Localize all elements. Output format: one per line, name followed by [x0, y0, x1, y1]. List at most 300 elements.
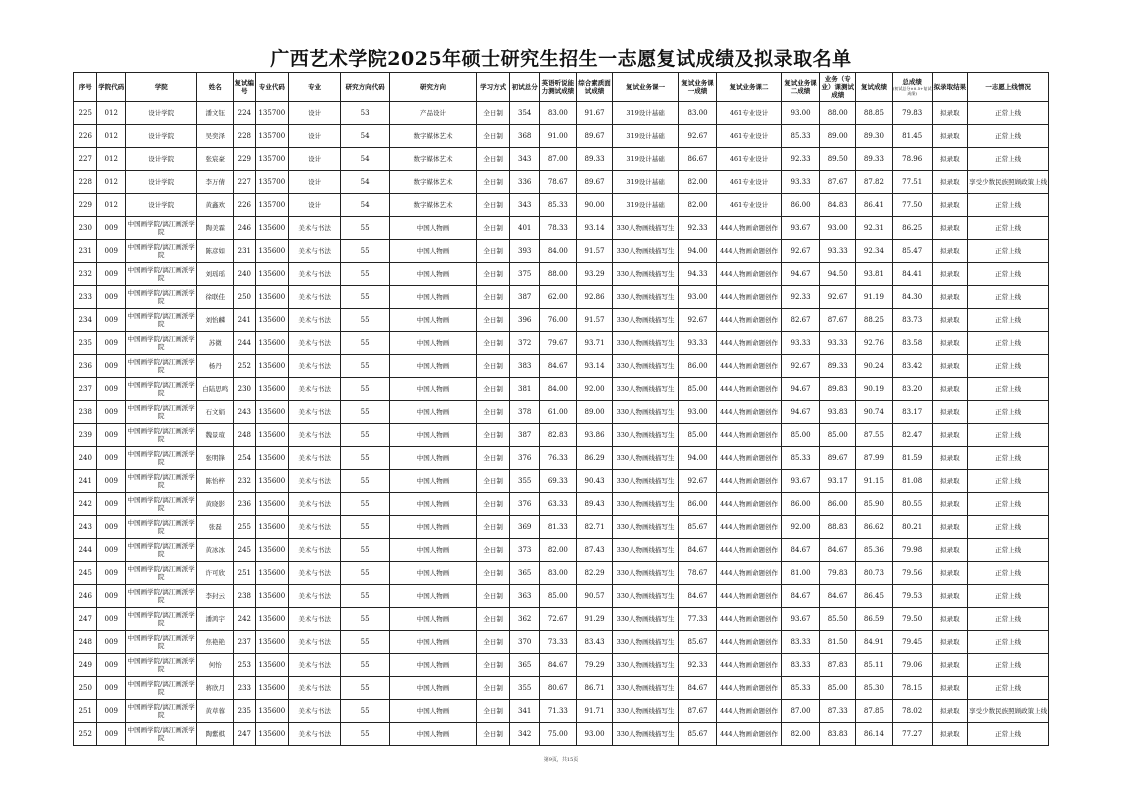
header-cell: 复试业务课一 [613, 73, 678, 102]
cell-course2-score: 93.67 [781, 608, 820, 631]
cell-direction: 中国人物画 [390, 493, 477, 516]
cell-professional-score: 87.33 [820, 700, 856, 723]
cell-direction-code: 55 [341, 378, 390, 401]
cell-college-code: 009 [97, 286, 126, 309]
cell-english-score: 83.00 [539, 562, 576, 585]
cell-interview-score: 89.43 [576, 493, 613, 516]
cell-admission-result: 拟录取 [932, 171, 968, 194]
cell-direction-code: 55 [341, 654, 390, 677]
cell-course1-score: 92.67 [678, 309, 717, 332]
cell-direction: 中国人物画 [390, 401, 477, 424]
cell-seq: 227 [74, 148, 97, 171]
header-cell: 学习方式 [476, 73, 510, 102]
cell-course2-score: 82.67 [781, 309, 820, 332]
cell-total-score: 81.08 [892, 470, 932, 493]
cell-initial-total: 362 [510, 608, 540, 631]
cell-professional-score: 81.50 [820, 631, 856, 654]
cell-first-choice-status: 正常上线 [968, 309, 1049, 332]
table-row [74, 562, 1049, 585]
cell-major-code: 135600 [255, 309, 289, 332]
cell-first-choice-status: 正常上线 [968, 125, 1049, 148]
cell-major-code: 135600 [255, 424, 289, 447]
cell-first-choice-status: 正常上线 [968, 723, 1049, 746]
cell-admission-result: 拟录取 [932, 102, 968, 125]
cell-retest-score: 90.19 [856, 378, 893, 401]
cell-college-code: 009 [97, 470, 126, 493]
cell-retest-score: 92.76 [856, 332, 893, 355]
cell-college: 中国画学院/漓江画派学院 [126, 263, 197, 286]
cell-retest-score: 85.36 [856, 539, 893, 562]
cell-direction: 中国人物画 [390, 585, 477, 608]
cell-english-score: 88.00 [539, 263, 576, 286]
cell-retest-score: 91.19 [856, 286, 893, 309]
header-cell: 复试业务课二成绩 [781, 73, 820, 102]
cell-course1-score: 92.33 [678, 654, 717, 677]
cell-college: 中国画学院/漓江画派学院 [126, 447, 197, 470]
cell-college: 中国画学院/漓江画派学院 [126, 677, 197, 700]
cell-major: 设计 [289, 102, 341, 125]
cell-professional-score: 93.33 [820, 240, 856, 263]
cell-total-score: 79.53 [892, 585, 932, 608]
cell-course1-score: 86.00 [678, 355, 717, 378]
cell-initial-total: 369 [510, 516, 540, 539]
cell-retest-score: 87.82 [856, 171, 893, 194]
cell-seq: 232 [74, 263, 97, 286]
cell-major-code: 135600 [255, 355, 289, 378]
cell-first-choice-status: 正常上线 [968, 654, 1049, 677]
cell-course1: 330人物画线描写生 [613, 355, 678, 378]
cell-admission-result: 拟录取 [932, 654, 968, 677]
cell-college-code: 012 [97, 148, 126, 171]
cell-direction-code: 55 [341, 585, 390, 608]
cell-major: 美术与书法 [289, 631, 341, 654]
cell-professional-score: 85.50 [820, 608, 856, 631]
cell-course2-score: 85.33 [781, 125, 820, 148]
cell-direction: 数字媒体艺术 [390, 194, 477, 217]
cell-course2-score: 83.33 [781, 631, 820, 654]
cell-direction-code: 55 [341, 263, 390, 286]
cell-seq: 230 [74, 217, 97, 240]
cell-course2: 461专业设计 [717, 125, 781, 148]
cell-major: 美术与书法 [289, 723, 341, 746]
cell-first-choice-status: 正常上线 [968, 493, 1049, 516]
cell-direction-code: 55 [341, 217, 390, 240]
cell-name: 徐联佳 [197, 286, 234, 309]
cell-direction: 中国人物画 [390, 516, 477, 539]
cell-initial-total: 375 [510, 263, 540, 286]
cell-initial-total: 368 [510, 125, 540, 148]
cell-initial-total: 401 [510, 217, 540, 240]
cell-seq: 229 [74, 194, 97, 217]
cell-seq: 233 [74, 286, 97, 309]
table-row [74, 355, 1049, 378]
cell-first-choice-status: 正常上线 [968, 148, 1049, 171]
cell-seq: 246 [74, 585, 97, 608]
cell-initial-total: 336 [510, 171, 540, 194]
cell-course1: 319设计基础 [613, 171, 678, 194]
cell-major-code: 135600 [255, 447, 289, 470]
cell-course2-score: 93.33 [781, 332, 820, 355]
cell-course2-score: 92.00 [781, 516, 820, 539]
cell-course2: 461专业设计 [717, 102, 781, 125]
table-row [74, 447, 1049, 470]
cell-course2-score: 92.67 [781, 240, 820, 263]
cell-english-score: 78.67 [539, 171, 576, 194]
cell-first-choice-status: 正常上线 [968, 470, 1049, 493]
cell-professional-score: 89.00 [820, 125, 856, 148]
cell-total-score: 83.73 [892, 309, 932, 332]
table-row [74, 148, 1049, 171]
cell-retest-score: 86.14 [856, 723, 893, 746]
cell-study-mode: 全日制 [476, 470, 510, 493]
cell-major-code: 135600 [255, 562, 289, 585]
cell-college-code: 009 [97, 539, 126, 562]
cell-interview-score: 91.71 [576, 700, 613, 723]
cell-professional-score: 85.00 [820, 424, 856, 447]
cell-course2: 461专业设计 [717, 194, 781, 217]
cell-name: 杨丹 [197, 355, 234, 378]
cell-college-code: 012 [97, 171, 126, 194]
cell-english-score: 75.00 [539, 723, 576, 746]
cell-course2-score: 82.00 [781, 723, 820, 746]
header-cell: 专业代码 [255, 73, 289, 102]
cell-english-score: 69.33 [539, 470, 576, 493]
cell-retest-no: 250 [234, 286, 255, 309]
cell-first-choice-status: 正常上线 [968, 194, 1049, 217]
table-row [74, 539, 1049, 562]
cell-course1-score: 92.33 [678, 217, 717, 240]
header-row [74, 73, 1049, 102]
cell-english-score: 63.33 [539, 493, 576, 516]
cell-retest-score: 87.85 [856, 700, 893, 723]
cell-interview-score: 82.29 [576, 562, 613, 585]
cell-professional-score: 94.50 [820, 263, 856, 286]
cell-college-code: 009 [97, 723, 126, 746]
cell-course1-score: 84.67 [678, 585, 717, 608]
cell-course1-score: 92.67 [678, 470, 717, 493]
cell-college: 中国画学院/漓江画派学院 [126, 286, 197, 309]
cell-retest-score: 92.34 [856, 240, 893, 263]
cell-first-choice-status: 正常上线 [968, 608, 1049, 631]
cell-direction: 产品设计 [390, 102, 477, 125]
cell-major: 美术与书法 [289, 378, 341, 401]
cell-direction-code: 55 [341, 355, 390, 378]
table-row [74, 654, 1049, 677]
cell-course2: 444人物画命题创作 [717, 562, 781, 585]
cell-major-code: 135600 [255, 240, 289, 263]
cell-major-code: 135700 [255, 125, 289, 148]
cell-total-score: 83.17 [892, 401, 932, 424]
cell-college: 中国画学院/漓江画派学院 [126, 608, 197, 631]
cell-initial-total: 365 [510, 562, 540, 585]
cell-professional-score: 87.67 [820, 171, 856, 194]
cell-initial-total: 376 [510, 493, 540, 516]
cell-study-mode: 全日制 [476, 631, 510, 654]
cell-course1: 330人物画线描写生 [613, 562, 678, 585]
cell-major: 美术与书法 [289, 654, 341, 677]
cell-retest-score: 86.62 [856, 516, 893, 539]
cell-total-score: 79.45 [892, 631, 932, 654]
cell-first-choice-status: 正常上线 [968, 102, 1049, 125]
table-row [74, 263, 1049, 286]
cell-total-score: 83.42 [892, 355, 932, 378]
table-row [74, 608, 1049, 631]
cell-english-score: 61.00 [539, 401, 576, 424]
cell-total-score: 79.98 [892, 539, 932, 562]
cell-college: 中国画学院/漓江画派学院 [126, 585, 197, 608]
cell-course1: 330人物画线描写生 [613, 654, 678, 677]
cell-college-code: 012 [97, 102, 126, 125]
cell-course2: 444人物画命题创作 [717, 332, 781, 355]
cell-course2-score: 93.00 [781, 102, 820, 125]
cell-direction: 中国人物画 [390, 562, 477, 585]
cell-direction-code: 55 [341, 332, 390, 355]
cell-admission-result: 拟录取 [932, 700, 968, 723]
table-row [74, 516, 1049, 539]
cell-major: 美术与书法 [289, 470, 341, 493]
cell-course1-score: 78.67 [678, 562, 717, 585]
cell-initial-total: 370 [510, 631, 540, 654]
cell-course1: 330人物画线描写生 [613, 493, 678, 516]
cell-direction-code: 55 [341, 240, 390, 263]
cell-interview-score: 89.00 [576, 401, 613, 424]
cell-english-score: 85.00 [539, 585, 576, 608]
cell-college: 中国画学院/漓江画派学院 [126, 700, 197, 723]
cell-retest-score: 86.45 [856, 585, 893, 608]
cell-college-code: 009 [97, 700, 126, 723]
cell-name: 白陆思鸣 [197, 378, 234, 401]
cell-total-score: 79.56 [892, 562, 932, 585]
cell-first-choice-status: 正常上线 [968, 355, 1049, 378]
cell-total-score: 79.06 [892, 654, 932, 677]
cell-study-mode: 全日制 [476, 723, 510, 746]
cell-retest-no: 254 [234, 447, 255, 470]
cell-initial-total: 376 [510, 447, 540, 470]
cell-interview-score: 86.29 [576, 447, 613, 470]
cell-retest-no: 247 [234, 723, 255, 746]
cell-first-choice-status: 享受少数民族照顾政策上线 [968, 700, 1049, 723]
cell-name: 许可欣 [197, 562, 234, 585]
header-cell: 学院 [126, 73, 197, 102]
cell-course2: 444人物画命题创作 [717, 447, 781, 470]
cell-retest-score: 85.11 [856, 654, 893, 677]
cell-major: 美术与书法 [289, 516, 341, 539]
cell-direction-code: 55 [341, 516, 390, 539]
cell-course2-score: 92.33 [781, 148, 820, 171]
cell-study-mode: 全日制 [476, 516, 510, 539]
cell-interview-score: 93.00 [576, 723, 613, 746]
cell-direction-code: 55 [341, 447, 390, 470]
cell-study-mode: 全日制 [476, 401, 510, 424]
cell-major-code: 135700 [255, 171, 289, 194]
cell-retest-no: 243 [234, 401, 255, 424]
cell-college-code: 009 [97, 585, 126, 608]
cell-college-code: 009 [97, 332, 126, 355]
cell-college: 中国画学院/漓江画派学院 [126, 332, 197, 355]
cell-course1-score: 82.00 [678, 194, 717, 217]
cell-course1: 330人物画线描写生 [613, 286, 678, 309]
cell-major: 美术与书法 [289, 263, 341, 286]
cell-seq: 247 [74, 608, 97, 631]
cell-retest-no: 248 [234, 424, 255, 447]
cell-major: 设计 [289, 171, 341, 194]
cell-course1: 330人物画线描写生 [613, 240, 678, 263]
cell-retest-no: 246 [234, 217, 255, 240]
admission-table [73, 72, 1049, 746]
cell-college-code: 009 [97, 516, 126, 539]
header-cell: 专业 [289, 73, 341, 102]
cell-total-score: 83.20 [892, 378, 932, 401]
cell-study-mode: 全日制 [476, 562, 510, 585]
cell-course2-score: 92.33 [781, 286, 820, 309]
cell-english-score: 82.83 [539, 424, 576, 447]
cell-initial-total: 355 [510, 677, 540, 700]
cell-first-choice-status: 正常上线 [968, 631, 1049, 654]
cell-professional-score: 84.67 [820, 585, 856, 608]
cell-first-choice-status: 正常上线 [968, 378, 1049, 401]
cell-course1: 330人物画线描写生 [613, 539, 678, 562]
cell-total-score: 78.15 [892, 677, 932, 700]
cell-course1-score: 84.67 [678, 539, 717, 562]
cell-interview-score: 79.29 [576, 654, 613, 677]
cell-course2: 444人物画命题创作 [717, 631, 781, 654]
cell-professional-score: 89.67 [820, 447, 856, 470]
table-row [74, 401, 1049, 424]
header-cell-total [892, 73, 932, 102]
cell-study-mode: 全日制 [476, 217, 510, 240]
cell-direction-code: 55 [341, 286, 390, 309]
table-row [74, 723, 1049, 746]
cell-english-score: 76.00 [539, 309, 576, 332]
cell-study-mode: 全日制 [476, 263, 510, 286]
cell-college: 设计学院 [126, 194, 197, 217]
cell-study-mode: 全日制 [476, 102, 510, 125]
cell-seq: 231 [74, 240, 97, 263]
cell-retest-no: 236 [234, 493, 255, 516]
cell-seq: 226 [74, 125, 97, 148]
cell-study-mode: 全日制 [476, 493, 510, 516]
cell-major-code: 135700 [255, 102, 289, 125]
cell-admission-result: 拟录取 [932, 470, 968, 493]
cell-major: 美术与书法 [289, 447, 341, 470]
cell-total-score: 80.21 [892, 516, 932, 539]
cell-course2: 444人物画命题创作 [717, 355, 781, 378]
cell-major: 美术与书法 [289, 677, 341, 700]
cell-course1: 330人物画线描写生 [613, 677, 678, 700]
cell-name: 黄晓影 [197, 493, 234, 516]
header-cell: 英语听说能力测试成绩 [539, 73, 576, 102]
cell-college-code: 009 [97, 424, 126, 447]
cell-course2-score: 83.33 [781, 654, 820, 677]
cell-retest-no: 231 [234, 240, 255, 263]
cell-name: 潘文钰 [197, 102, 234, 125]
cell-course2-score: 86.00 [781, 493, 820, 516]
cell-course1: 330人物画线描写生 [613, 263, 678, 286]
cell-total-score: 85.47 [892, 240, 932, 263]
cell-direction-code: 55 [341, 562, 390, 585]
table-row [74, 102, 1049, 125]
cell-retest-no: 232 [234, 470, 255, 493]
cell-retest-no: 252 [234, 355, 255, 378]
cell-major: 美术与书法 [289, 240, 341, 263]
cell-retest-no: 245 [234, 539, 255, 562]
header-cell: 综合素质面试成绩 [576, 73, 613, 102]
cell-initial-total: 355 [510, 470, 540, 493]
header-cell: 序号 [74, 73, 97, 102]
header-cell: 一志愿上线情况 [968, 73, 1049, 102]
cell-course1: 330人物画线描写生 [613, 401, 678, 424]
table-row [74, 378, 1049, 401]
cell-college-code: 009 [97, 608, 126, 631]
cell-major: 美术与书法 [289, 539, 341, 562]
cell-admission-result: 拟录取 [932, 585, 968, 608]
cell-major-code: 135600 [255, 493, 289, 516]
cell-initial-total: 383 [510, 355, 540, 378]
cell-retest-score: 85.30 [856, 677, 893, 700]
cell-course1: 330人物画线描写生 [613, 723, 678, 746]
cell-direction: 中国人物画 [390, 240, 477, 263]
cell-study-mode: 全日制 [476, 148, 510, 171]
cell-major-code: 135600 [255, 723, 289, 746]
cell-course1: 330人物画线描写生 [613, 217, 678, 240]
cell-retest-no: 244 [234, 332, 255, 355]
cell-english-score: 82.00 [539, 539, 576, 562]
cell-first-choice-status: 正常上线 [968, 217, 1049, 240]
cell-college: 设计学院 [126, 102, 197, 125]
cell-direction: 中国人物画 [390, 309, 477, 332]
cell-name: 潘鸿宇 [197, 608, 234, 631]
cell-course1: 330人物画线描写生 [613, 332, 678, 355]
cell-seq: 228 [74, 171, 97, 194]
cell-course2-score: 92.67 [781, 355, 820, 378]
cell-interview-score: 92.00 [576, 378, 613, 401]
cell-english-score: 81.33 [539, 516, 576, 539]
cell-study-mode: 全日制 [476, 378, 510, 401]
cell-major: 美术与书法 [289, 355, 341, 378]
cell-direction-code: 54 [341, 171, 390, 194]
cell-college: 设计学院 [126, 125, 197, 148]
cell-seq: 238 [74, 401, 97, 424]
cell-total-score: 77.51 [892, 171, 932, 194]
total-score-label: 总成绩 [902, 78, 922, 86]
cell-retest-no: 226 [234, 194, 255, 217]
table-row [74, 677, 1049, 700]
cell-total-score: 86.25 [892, 217, 932, 240]
cell-course2: 444人物画命题创作 [717, 723, 781, 746]
cell-major: 美术与书法 [289, 608, 341, 631]
table-row [74, 217, 1049, 240]
cell-course1: 330人物画线描写生 [613, 608, 678, 631]
cell-direction-code: 55 [341, 493, 390, 516]
cell-course2-score: 93.67 [781, 470, 820, 493]
cell-interview-score: 91.67 [576, 102, 613, 125]
cell-first-choice-status: 正常上线 [968, 677, 1049, 700]
cell-professional-score: 79.83 [820, 562, 856, 585]
cell-direction: 中国人物画 [390, 723, 477, 746]
cell-direction-code: 55 [341, 539, 390, 562]
cell-college-code: 009 [97, 240, 126, 263]
cell-english-score: 84.00 [539, 378, 576, 401]
cell-course1-score: 85.67 [678, 516, 717, 539]
cell-retest-no: 237 [234, 631, 255, 654]
cell-retest-score: 92.31 [856, 217, 893, 240]
cell-course1-score: 85.00 [678, 424, 717, 447]
cell-direction-code: 55 [341, 424, 390, 447]
cell-interview-score: 83.43 [576, 631, 613, 654]
cell-major-code: 135600 [255, 470, 289, 493]
cell-seq: 245 [74, 562, 97, 585]
cell-admission-result: 拟录取 [932, 608, 968, 631]
